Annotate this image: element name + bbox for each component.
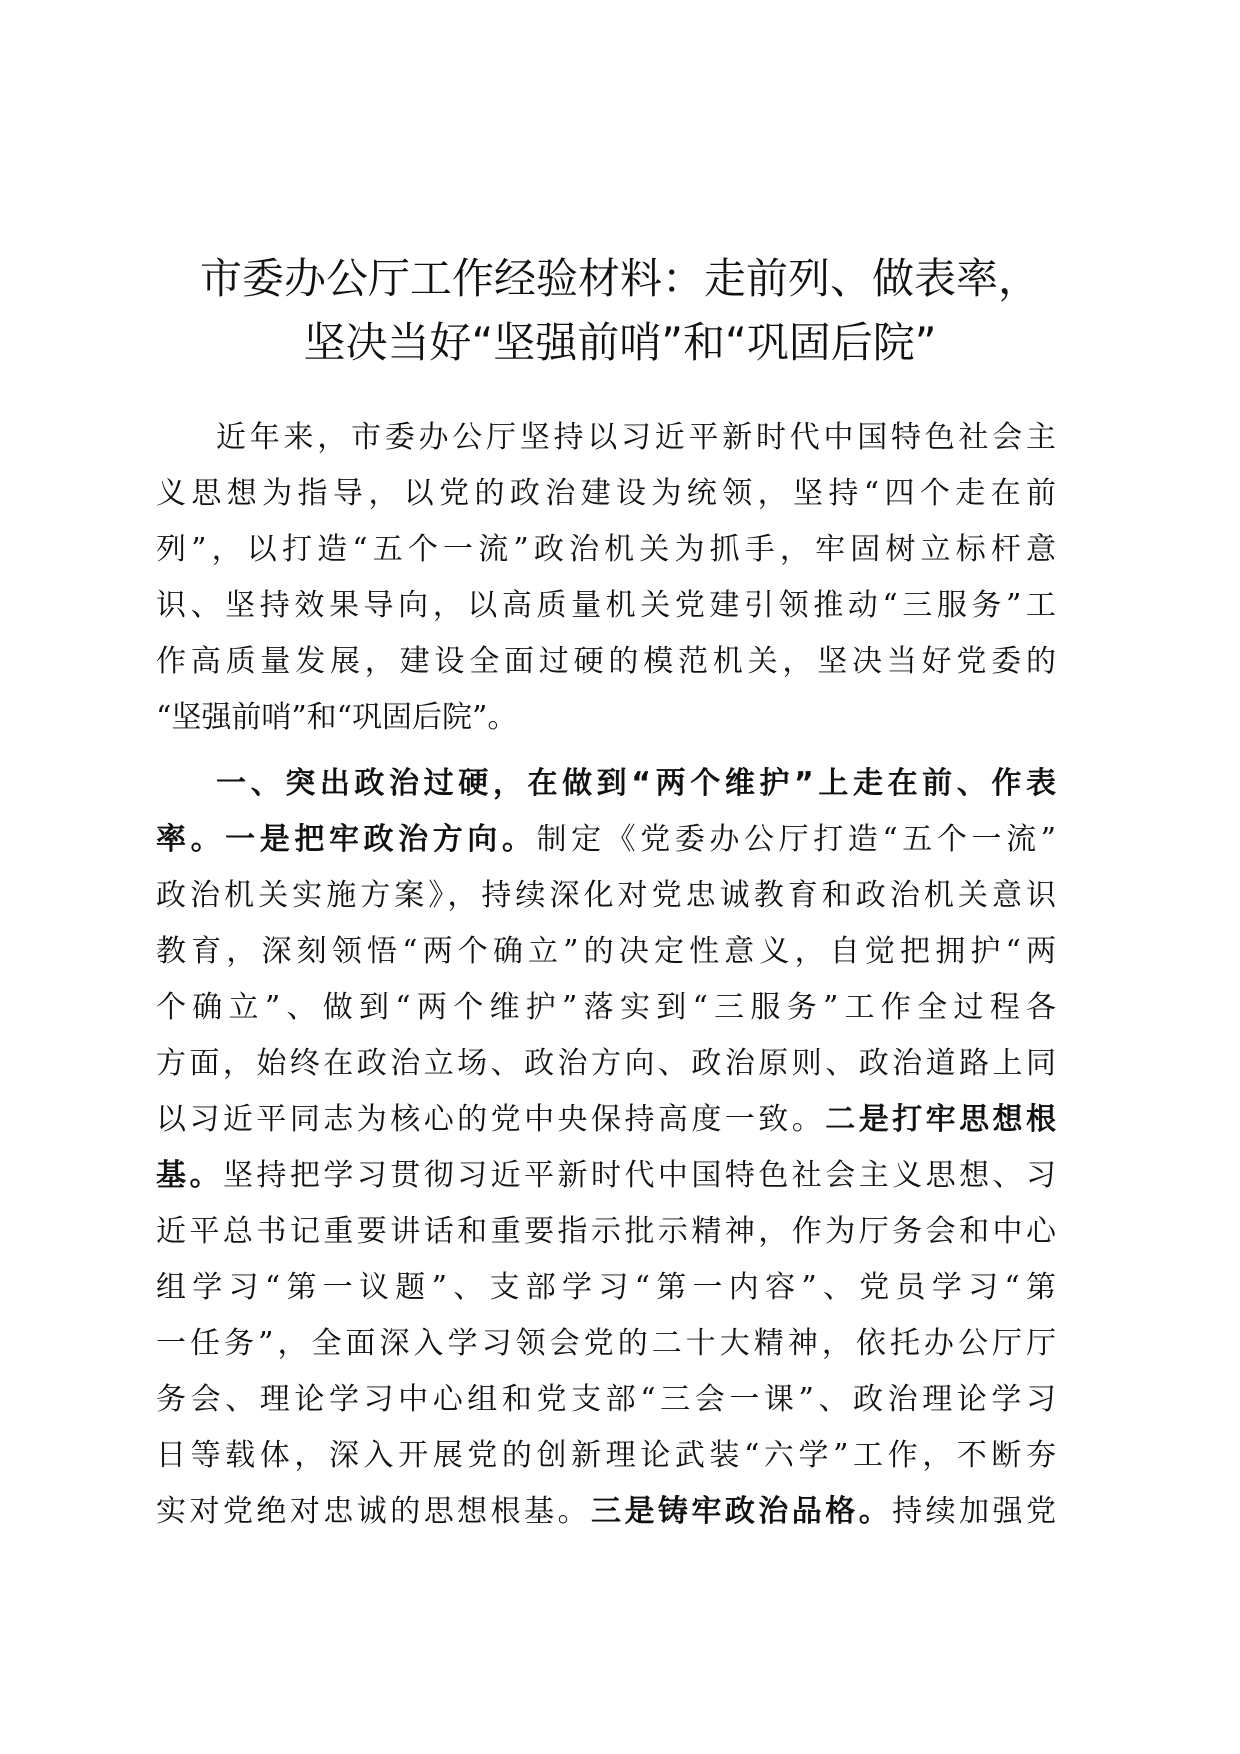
- section1-line-2-text: 制定《党委办公厅打造“五个一流”: [536, 822, 1056, 857]
- section1-line-6: 方面，始终在政治立场、政治方向、政治原则、政治道路上同: [156, 1046, 1056, 1081]
- section1-line-14: [156, 1484, 1056, 1540]
- section1-line-10: 组学习“第一议题”、支部学习“第一内容”、党员学习“第: [156, 1270, 1056, 1305]
- document-body: [156, 410, 1056, 1540]
- section1-line-7-text: 以习近平同志为核心的党中央保持高度一致。: [156, 1102, 826, 1137]
- section1-subheading-3: 三是铸牢政治品格。: [591, 1494, 893, 1529]
- section1-subheading-2: 二是打牢思想根: [825, 1102, 1057, 1137]
- section1-line-4: 教育，深刻领悟“两个确立”的决定性意义，自觉把拥护“两: [156, 934, 1056, 969]
- intro-line-6: “坚强前哨”和“巩固后院”。: [156, 700, 518, 735]
- section1-line-9: 近平总书记重要讲话和重要指示批示精神，作为厅务会和中心: [156, 1214, 1056, 1249]
- intro-line-4: 识、坚持效果导向，以高质量机关党建引领推动“三服务”工: [156, 588, 1056, 623]
- section1-line-7: [156, 1092, 1056, 1148]
- section1-line-12: 务会、理论学习中心组和党支部“三会一课”、政治理论学习: [156, 1382, 1056, 1417]
- section1-heading-line-1: 一、突出政治过硬，在做到“两个维护”上走在前、作表: [216, 766, 1056, 801]
- section1-line-11: 一任务”，全面深入学习领会党的二十大精神，依托办公厅厅: [156, 1326, 1056, 1361]
- intro-line-3: 列”，以打造“五个一流”政治机关为抓手，牢固树立标杆意: [156, 532, 1056, 567]
- section1-subheading-1: 率。一是把牢政治方向。: [156, 822, 537, 857]
- intro-line-1: 近年来，市委办公厅坚持以习近平新时代中国特色社会主: [216, 420, 1056, 455]
- section1-line-3: 政治机关实施方案》，持续深化对党忠诚教育和政治机关意识: [156, 878, 1056, 913]
- section1-line-2: [156, 812, 1056, 868]
- intro-line-5: 作高质量发展，建设全面过硬的模范机关，坚决当好党委的: [156, 644, 1056, 679]
- section1-line-8-text: 坚持把学习贯彻习近平新时代中国特色社会主义思想、习: [222, 1158, 1057, 1193]
- section1-line-8: [156, 1148, 1056, 1204]
- intro-line-2: 义思想为指导，以党的政治建设为统领，坚持“四个走在前: [156, 476, 1056, 511]
- section1-subheading-2-end: 基。: [156, 1158, 223, 1193]
- section1-line-5: 个确立”、做到“两个维护”落实到“三服务”工作全过程各: [156, 990, 1056, 1025]
- section1-line-13: 日等载体，深入开展党的创新理论武装“六学”工作，不断夯: [156, 1438, 1056, 1473]
- section1-line-14-text: 实对党绝对忠诚的思想根基。: [156, 1494, 591, 1529]
- section1-line-14-rest: 持续加强党: [892, 1494, 1057, 1529]
- document-title: [140, 247, 1100, 375]
- title-line-2: 坚决当好“坚强前哨”和“巩固后院”: [303, 318, 937, 367]
- title-line-1: 市委办公厅工作经验材料：走前列、做表率，: [199, 254, 1040, 303]
